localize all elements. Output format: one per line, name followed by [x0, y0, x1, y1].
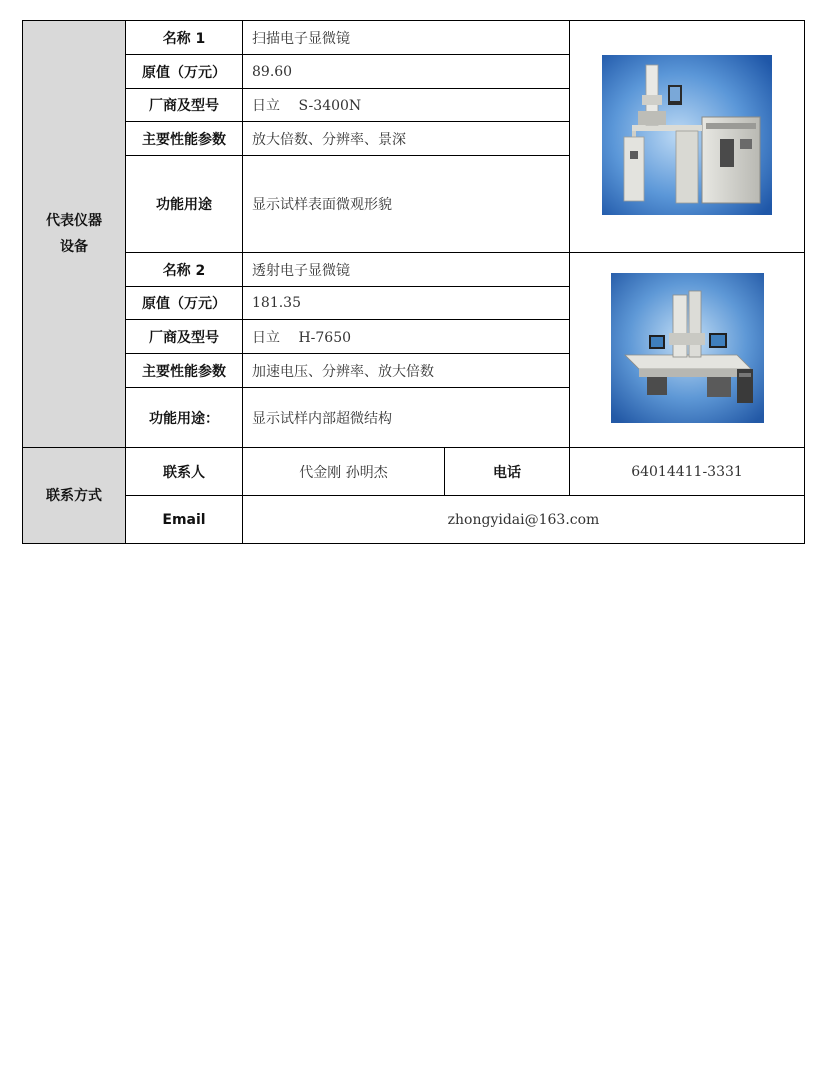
instrument-1-maker-value: 日立 S-3400N: [243, 89, 570, 122]
instrument-2-use-value: 显示试样内部超微结构: [243, 388, 570, 448]
section-equipment: [23, 21, 126, 448]
sem-image: [602, 55, 772, 215]
instrument-1-perf-value: 放大倍数、分辨率、景深: [243, 122, 570, 156]
section-contact: 联系方式: [23, 448, 126, 544]
instrument-1-price-label: 原值（万元）: [126, 55, 243, 89]
contact-person-label: 联系人: [126, 448, 243, 496]
instrument-1-photo-cell: [570, 21, 805, 253]
contact-phone-label: 电话: [445, 448, 570, 496]
section-equipment-line2: 设备: [60, 239, 88, 255]
instrument-2-use-label: 功能用途：: [126, 388, 243, 448]
contact-person-value: 代金刚 孙明杰: [243, 448, 445, 496]
instrument-1-name-value: 扫描电子显微镜: [243, 21, 570, 55]
instrument-1-use-value: 显示试样表面微观形貌: [243, 156, 570, 253]
instrument-1-price-value: 89.60: [243, 55, 570, 89]
instrument-2-perf-value: 加速电压、分辨率、放大倍数: [243, 354, 570, 388]
instrument-2-name-value: 透射电子显微镜: [243, 253, 570, 287]
equipment-table: [22, 20, 805, 544]
instrument-2-price-label: 原值（万元）: [126, 287, 243, 320]
instrument-1-maker-label: 厂商及型号: [126, 89, 243, 122]
instrument-1-name-label: 名称 1: [126, 21, 243, 55]
instrument-2-maker-value: 日立 H-7650: [243, 320, 570, 354]
section-equipment-line1: 代表仪器: [46, 213, 102, 229]
tem-image: [611, 273, 764, 423]
sem-photo: [602, 55, 772, 215]
contact-email-label: Email: [126, 496, 243, 544]
instrument-2-maker-label: 厂商及型号: [126, 320, 243, 354]
contact-phone-value: 64014411-3331: [570, 448, 805, 496]
instrument-2-photo-cell: [570, 253, 805, 448]
tem-photo: [611, 273, 764, 423]
instrument-1-perf-label: 主要性能参数: [126, 122, 243, 156]
instrument-2-price-value: 181.35: [243, 287, 570, 320]
instrument-2-name-label: 名称 2: [126, 253, 243, 287]
instrument-2-perf-label: 主要性能参数: [126, 354, 243, 388]
contact-email-value: zhongyidai@163.com: [243, 496, 805, 544]
instrument-1-use-label: 功能用途: [126, 156, 243, 253]
